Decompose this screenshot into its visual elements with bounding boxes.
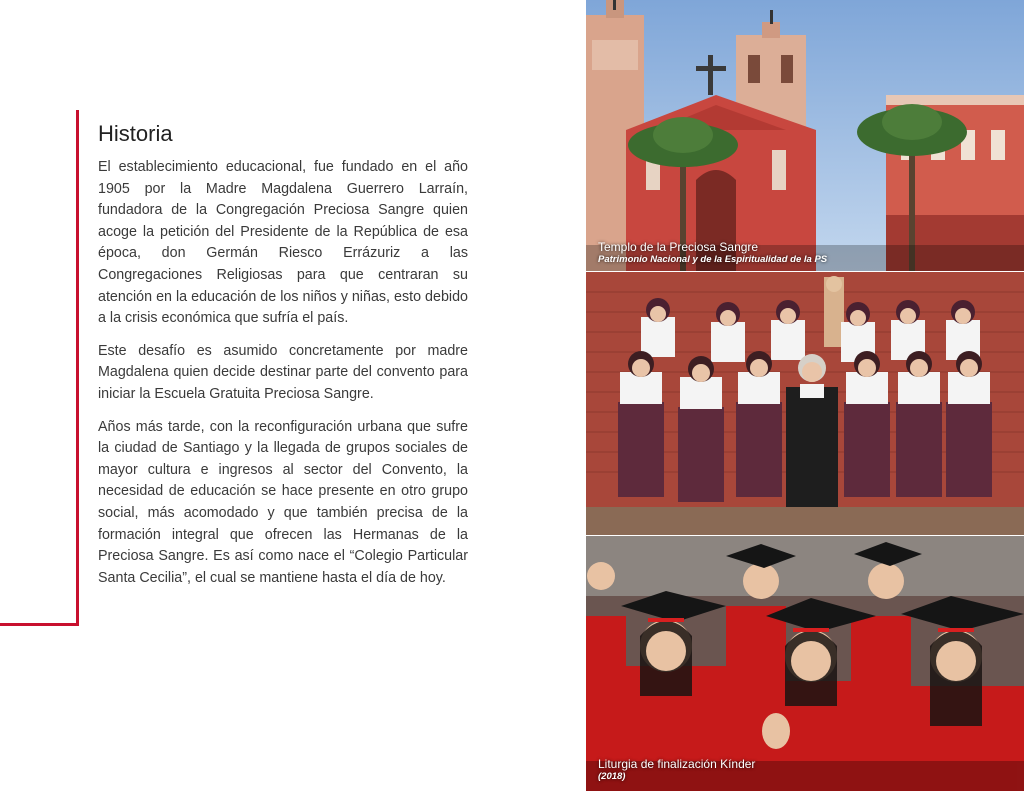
kinder-caption-title: Liturgia de finalización Kínder	[598, 757, 756, 771]
church-caption-title: Templo de la Preciosa Sangre	[598, 240, 759, 254]
red-accent-bracket	[0, 110, 79, 626]
kinder-caption	[598, 757, 755, 782]
history-paragraph-3: Años más tarde, con la reconfiguración urbana que sufre la ciudad de Santiago y la llegada de grupos sociales de mayor cultura e ingresos al sector del Convento, la necesidad de educación se hace presente en otro grupo social, más acomodado y que también precisa de la formación integral que ofrecen las Hermanas de la Preciosa Sangre. Es así como nace el “Colegio Particular Santa Cecilia”, el cual se mantiene hasta el día de hoy.	[98, 418, 468, 586]
kinder-caption-subtitle: (2018)	[598, 771, 626, 782]
church-photo	[586, 0, 1024, 271]
kinder-graduation-photo	[586, 536, 1024, 791]
photo-column	[586, 0, 1024, 791]
students-group-photo	[586, 272, 1024, 535]
church-caption-subtitle: Patrimonio Nacional y de la Espiritualidad de la PS	[598, 254, 828, 265]
history-paragraph-2: Este desafío es asumido concretamente por madre Magdalena quien decide destinar parte del convento para iniciar la Escuela Gratuita Preciosa Sangre.	[98, 342, 468, 402]
church-caption	[598, 240, 827, 265]
history-paragraph-1: El establecimiento educacional, fue fundado en el año 1905 por la Madre Magdalena Guerrero Larraín, fundadora de la Congregación Preciosa Sangre quien acoge la petición del Presidente de la República de esa época, don Germán Riesco Errázuriz a las Congregaciones Religiosas para que centraran su atención en la educación de los niños y niñas, esto debido a la crisis económica que sufría el país.	[98, 159, 468, 327]
history-text-column	[98, 121, 468, 600]
section-title: Historia	[98, 121, 173, 146]
